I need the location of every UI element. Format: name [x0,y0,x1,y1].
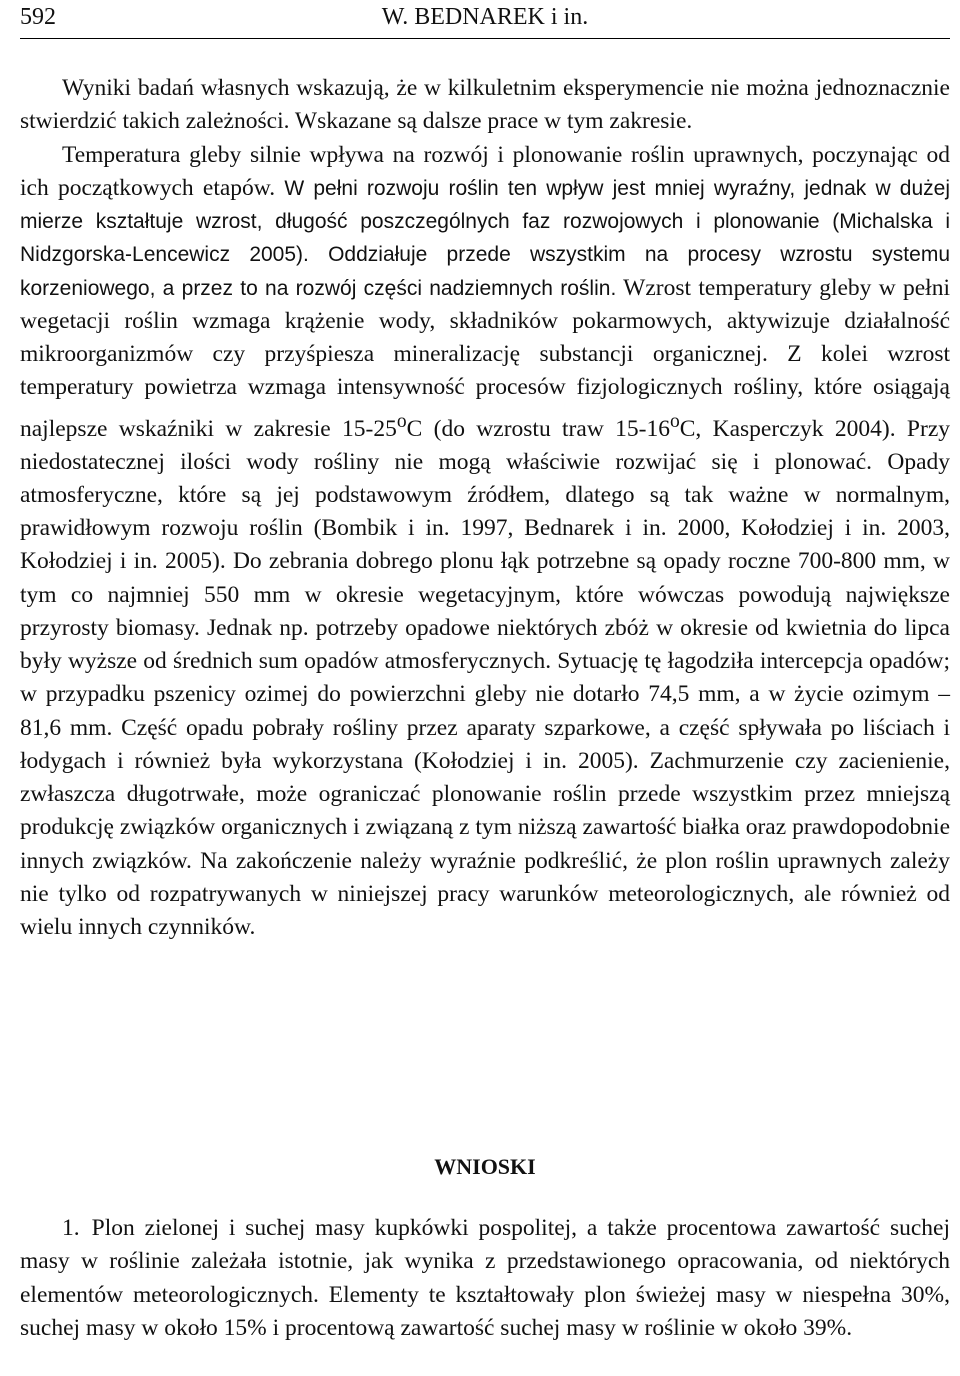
paragraph-temperature-mid: Wzrost temperatury gleby w pełni wegetacji roślin wzmaga krążenie wody, składników pokarmowych, aktywizuje działalność mikroorganizmów czy przyśpiesza mineralizację substancji organicznej. Z kolei wzrost temperatury powietrza wzmaga intensywność procesów fizjologicznych rośliny, które osiągają najlepsze wskaźniki w zakresie 15-25 [20,274,950,442]
paragraph-temperature-c1: C (do wzrostu traw 15-16 [406,415,670,442]
conclusion-item-number: 1. [62,1215,80,1241]
page-number: 592 [20,4,56,30]
paragraph-temperature-sans: W pełni rozwoju roślin ten wpływ jest mniej wyraźny, jednak w dużej mierze kształtuje wzrost, długość poszczególnych faz rozwojowych i plonowanie (Michalska i Nidzgorska-Lencewicz 2005). Oddziałuje przede wszystkim na procesy wzrostu systemu korzeniowego, a przez to na rozwój części nadziemnych roślin. [20,176,950,300]
page-header [20,0,950,39]
running-head: W. BEDNAREK i in. [381,4,589,30]
conclusions-heading: WNIOSKI [434,1154,536,1179]
conclusion-item [20,1212,950,1345]
paragraph-temperature [20,139,950,945]
paragraph-results: Wyniki badań własnych wskazują, że w kilkuletnim eksperymencie nie można jednoznacznie stwierdzić takich zależności. Wskazane są dalsze prace w tym zakresie. [20,75,950,135]
paragraph-temperature-end: C, Kasperczyk 2004). Przy niedostatecznej ilości wody rośliny nie mogą właściwie rozwijać się i plonować. Opady atmosferyczne, które są jej podstawowym źródłem, dlatego są tak ważne w normalnym, prawidłowym rozwoju roślin (Bombik i in. 1997, Bednarek i in. 2000, Kołodziej i in. 2003, Kołodziej i in. 2005). Do zebrania dobrego plonu łąk potrzebne są opady roczne 700-800 mm, w tym co najmniej 550 mm w okresie wegetacyjnym, które wówczas powodują największe przyrosty biomasy. Jednak np. potrzeby opadowe niektórych zbóż w okresie od kwietnia do lipca były wyższe od średnich sum opadów atmosferycznych. Sytuację tę łagodziła intercepcja opadów; w przypadku pszenicy ozimej do powierzchni gleby nie dotarło 74,5 mm, a w życie ozimym – 81,6 mm. Część opadu pobrały rośliny przez aparaty szparkowe, a część spływała po liściach i łodygach i również była wykorzystana (Kołodziej i in. 2005). Zachmurzenie czy zacienienie, zwłaszcza długotrwałe, może ograniczać plonowanie roślin przede wszystkim przez mniejszą produkcję związków organicznych i związaną z tym niższą zawartość białka oraz prawdopodobnie innych związków. Na zakończenie należy wyraźnie podkreślić, że plon roślin uprawnych zależy nie tylko od rozpatrywanych w niniejszej pracy warunków meteorologicznych, ale również od wielu innych czynników. [20,415,950,941]
paragraph-temperature-start: Temperatura gleby silnie wpływa na rozwój i plonowanie roślin uprawnych, poczynając od ich początkowych etapów. [20,141,950,201]
body-text [20,72,950,944]
degree-sign: o [396,410,407,432]
conclusion-item-text: Plon zielonej i suchej masy kupkówki pospolitej, a także procentowa zawartość suchej masy w roślinie zależała istotnie, jak wynika z przedstawionego opracowania, od niektórych elementów meteorologicznych. Elementy te kształtowały plon świeżej masy w niespełna 30%, suchej masy w około 15% i procentową zawartość suchej masy w roślinie w około 39%. [20,1215,950,1341]
degree-sign: o [669,410,680,432]
